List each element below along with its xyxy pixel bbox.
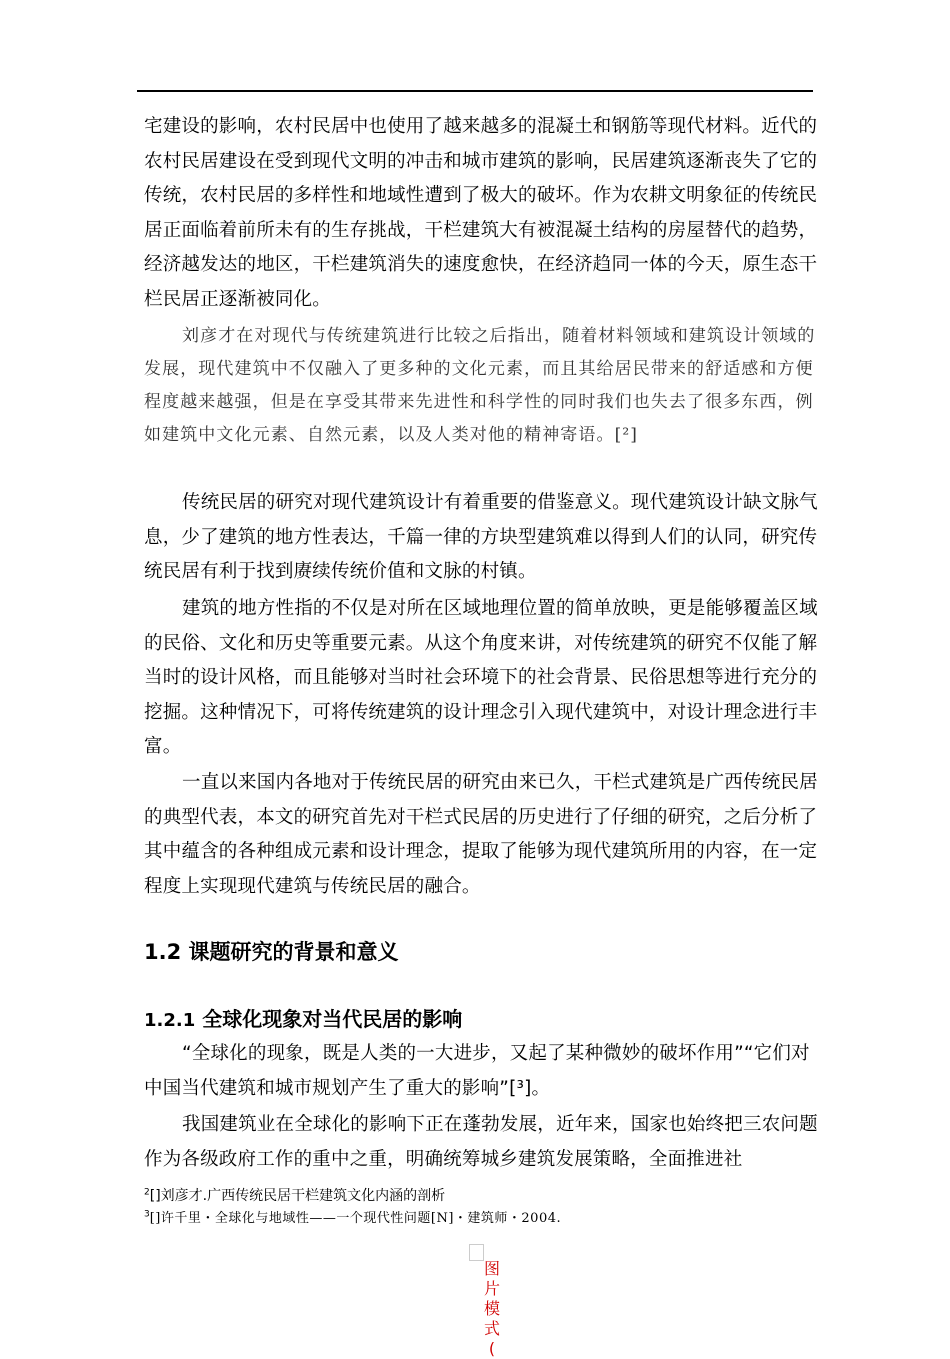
paragraph-2 — [144, 320, 820, 452]
footnote-1 — [144, 1186, 445, 1206]
image-mode-char: 片 — [483, 1279, 500, 1298]
paragraph-text: 一直以来国内各地对于传统民居的研究由来已久，干栏式建筑是广西传统民居的典型代表，本文的研究首先对干栏式民居的历史进行了仔细的研究，之后分析了其中蕴含的各种组成元素和设计理念，提取了能够为现代建筑所用的内容，在一定程度上实现现代建筑与传统民居的融合。 — [144, 772, 818, 897]
footnote-text: []刘彦才.广西传统民居干栏建筑文化内涵的剖析 — [149, 1188, 446, 1204]
footnote-mark: 3 — [144, 1209, 150, 1220]
paragraph-3 — [144, 486, 820, 590]
paragraph-5 — [144, 766, 820, 904]
paragraph-text: “全球化的现象，既是人类的一大进步，又起了某种微妙的破坏作用”“它们对中国当代建筑和城市规划产生了重大的影响”[³]。 — [144, 1043, 810, 1099]
image-mode-char: 图 — [483, 1259, 500, 1278]
subsection-number: 1.2.1 — [144, 1010, 196, 1031]
paragraph-text — [144, 320, 820, 452]
footnote-text: []许千里・全球化与地域性——一个现代性问题[N]・建筑师・2004. — [149, 1211, 562, 1226]
paragraph-text: 宅建设的影响，农村民居中也使用了越来越多的混凝土和钢筋等现代材料。近代的农村民居建设在受到现代文明的冲击和城市建筑的影响，民居建筑逐渐丧失了它的传统，农村民居的多样性和地域性遭到了极大的破坏。作为农耕文明象征的传统民居正面临着前所未有的生存挑战，干栏建筑大有被混凝土结构的房屋替代的趋势，经济越发达的地区，干栏建筑消失的速度愈快，在经济趋同一体的今天，原生态干栏民居正逐渐被同化。 — [144, 116, 818, 310]
image-mode-char: 模 — [483, 1299, 500, 1318]
citation-ref: [²] — [614, 425, 638, 445]
image-mode-char: 式 — [483, 1319, 500, 1338]
header-rule — [137, 90, 813, 92]
paragraph-text: 我国建筑业在全球化的影响下正在蓬勃发展，近年来，国家也始终把三农问题作为各级政府工作的重中之重，明确统筹城乡建筑发展策略，全面推进社 — [144, 1114, 818, 1170]
footnote-mark: 2 — [144, 1187, 150, 1198]
paragraph-text: 传统民居的研究对现代建筑设计有着重要的借鉴意义。现代建筑设计缺文脉气息，少了建筑的地方性表达，千篇一律的方块型建筑难以得到人们的认同，研究传统民居有利于找到赓续传统价值和文脉的村镇。 — [144, 492, 818, 582]
subsection-title: 全球化现象对当代民居的影响 — [202, 1007, 463, 1031]
image-mode-char: ( — [488, 1339, 496, 1358]
paragraph-6 — [144, 1037, 820, 1106]
paragraph-4 — [144, 592, 820, 765]
paragraph-1 — [144, 110, 820, 317]
paragraph-body: 刘彦才在对现代与传统建筑进行比较之后指出，随着材料领域和建筑设计领域的发展，现代建筑中不仅融入了更多种的文化元素，而且其给居民带来的舒适感和方便程度越来越强，但是在享受其带来先进性和科学性的同时我们也失去了很多东西，例如建筑中文化元素、自然元素，以及人类对他的精神寄语。 — [144, 326, 816, 445]
footnote-2 — [144, 1208, 561, 1229]
image-mode-label — [482, 1259, 502, 1359]
section-heading: 1.2 课题研究的背景和意义 — [144, 940, 399, 964]
paragraph-text: 建筑的地方性指的不仅是对所在区域地理位置的简单放映，更是能够覆盖区域的民俗、文化和历史等重要元素。从这个角度来讲，对传统建筑的研究不仅能了解当时的设计风格，而且能够对当时社会环境下的社会背景、民俗思想等进行充分的挖掘。这种情况下，可将传统建筑的设计理念引入现代建筑中，对设计理念进行丰富。 — [144, 598, 818, 757]
subsection-heading — [144, 1003, 462, 1032]
paragraph-7 — [144, 1108, 820, 1177]
